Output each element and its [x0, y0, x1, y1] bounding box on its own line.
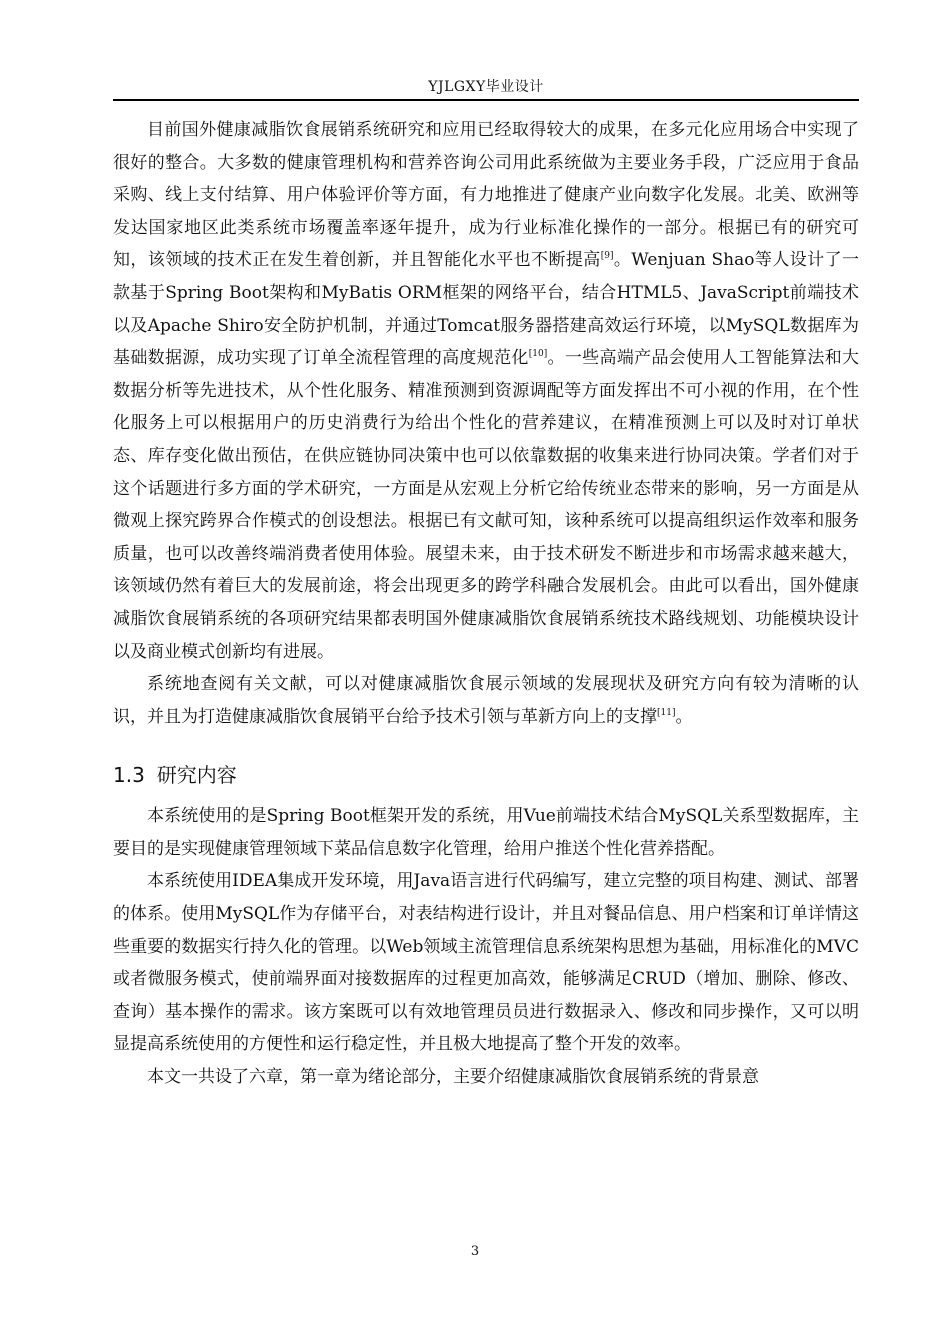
section-heading: [113, 758, 859, 792]
paragraph-chapter-outline: 本文一共设了六章，第一章为绪论部分，主要介绍健康减脂饮食展销系统的背景意: [147, 1067, 759, 1088]
paragraph-text: 。Wenjuan Shao等人设计了一款基于Spring Boot架构和MyBatis ORM框架的网络平台，结合HTML5、JavaScript前端技术以及Apache Shiro安全防护机制，并通过Tomcat服务器搭建高效运行环境，以MySQL数据库为基础数据源，成功实现了订单全流程管理的高度规范化: [113, 250, 860, 369]
section-title: 研究内容: [156, 763, 237, 788]
paragraph-foreign-research: [113, 114, 859, 668]
paragraph-text: 。一些高端产品会使用人工智能算法和大数据分析等先进技术，从个性化服务、精准预测到资源调配等方面发挥出不可小视的作用，在个性化服务上可以根据用户的历史消费行为给出个性化的营养建议，在精准预测上可以及时对订单状态、库存变化做出预估，在供应链协同决策中也可以依靠数据的收集来进行协同决策。学者们对于这个话题进行多方面的学术研究，一方面是从宏观上分析它给传统业态带来的影响，另一方面是从微观上探究跨界合作模式的创设想法。根据已有文献可知，该种系统可以提高组织运作效率和服务质量，也可以改善终端消费者使用体验。展望未来，由于技术研发不断进步和市场需求越来越大，该领域仍然有着巨大的发展前途，将会出现更多的跨学科融合发展机会。由此可以看出，国外健康减脂饮食展销系统的各项研究结果都表明国外健康减脂饮食展销系统技术路线规划、功能模块设计以及商业模式创新均有进展。: [113, 348, 860, 662]
citation-ref: [10]: [528, 349, 548, 360]
paragraph-text: 目前国外健康减脂饮食展销系统研究和应用已经取得较大的成果，在多元化应用场合中实现了很好的整合。大多数的健康管理机构和营养咨询公司用此系统做为主要业务手段，广泛应用于食品采购、线上支付结算、用户体验评价等方面，有力地推进了健康产业向数字化发展。北美、欧洲等发达国家地区此类系统市场覆盖率逐年提升，成为行业标准化操作的一部分。根据已有的研究可知，该领域的技术正在发生着创新，并且智能化水平也不断提高: [113, 120, 859, 271]
citation-ref: [11]: [657, 707, 676, 718]
paragraph-text: 。: [675, 706, 693, 727]
header-rule: [113, 99, 859, 101]
paragraph-literature-summary: [113, 668, 859, 733]
page-number: 3: [470, 1244, 480, 1259]
paragraph-development-environment: 本系统使用IDEA集成开发环境，用Java语言进行代码编写，建立完整的项目构建、测试、部署的体系。使用MySQL作为存储平台，对表结构进行设计，并且对餐品信息、用户档案和订单详情这些重要的数据实行持久化的管理。以Web领域主流管理信息系统架构思想为基础，用标准化的MVC或者微服务模式，使前端界面对接数据库的过程更加高效，能够满足CRUD（增加、删除、修改、查询）基本操作的需求。该方案既可以有效地管理员员进行数据录入、修改和同步操作，又可以明显提高系统使用的方便性和运行稳定性，并且极大地提高了整个开发的效率。: [113, 871, 859, 1055]
running-header: YJLGXY毕业设计: [428, 79, 544, 95]
citation-ref: [9]: [600, 251, 614, 262]
paragraph-text: 系统地查阅有关文献，可以对健康减脂饮食展示领域的发展现状及研究方向有较为清晰的认识，并且为打造健康减脂饮食展销平台给予技术引领与革新方向上的支撑: [113, 674, 859, 727]
section-number: 1.3: [113, 763, 145, 788]
page-body: [113, 114, 859, 1094]
paragraph-system-overview: 本系统使用的是Spring Boot框架开发的系统，用Vue前端技术结合MySQL关系型数据库，主要目的是实现健康管理领域下菜品信息数字化管理，给用户推送个性化营养搭配。: [113, 806, 859, 859]
